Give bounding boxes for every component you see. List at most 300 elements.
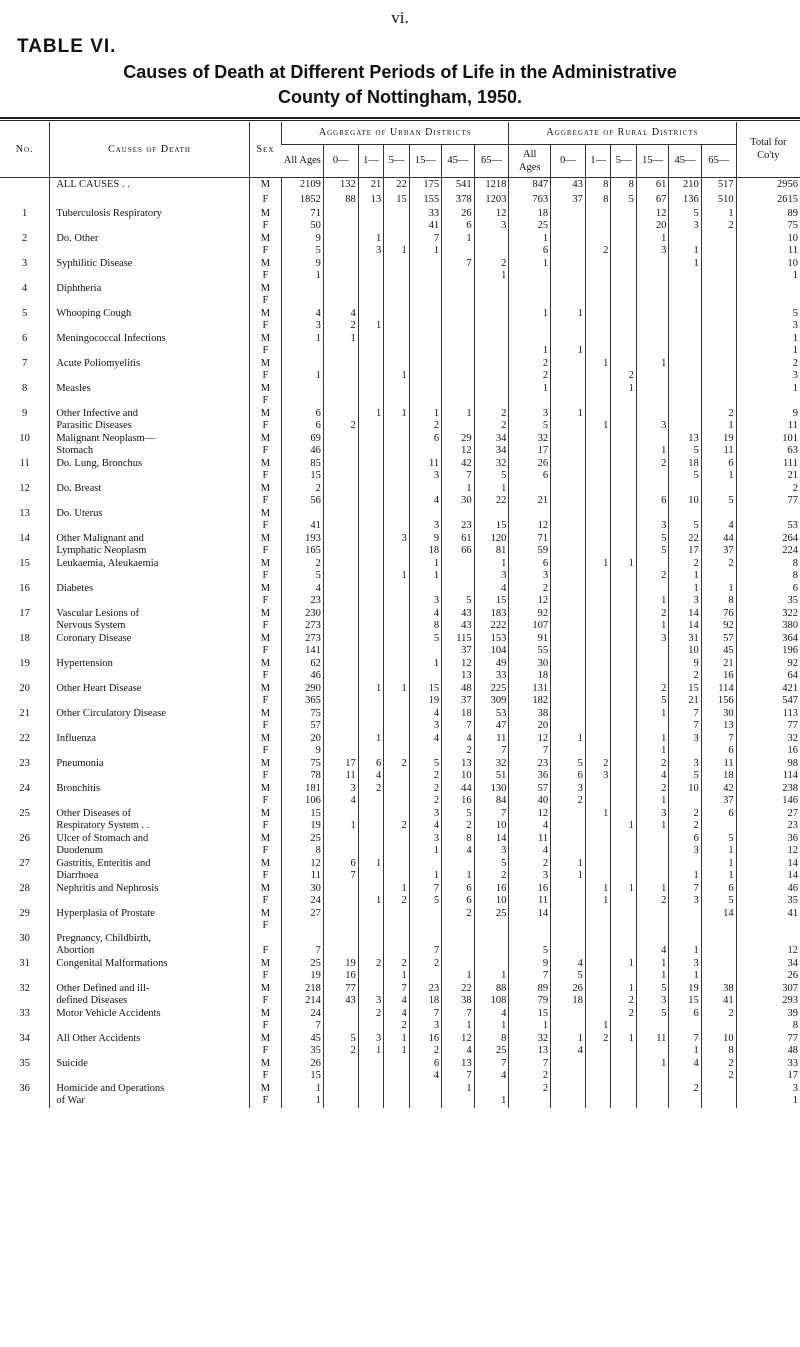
rural-cell: 11 bbox=[509, 895, 551, 908]
table-row bbox=[0, 193, 800, 208]
total-cell: 92 bbox=[736, 658, 800, 671]
urban-cell: 2 bbox=[409, 1045, 441, 1058]
urban-cell: 1 bbox=[384, 970, 410, 983]
row-number bbox=[0, 193, 50, 208]
urban-cell: 108 bbox=[474, 995, 509, 1008]
rural-cell: 21 bbox=[669, 695, 701, 708]
total-cell: 16 bbox=[736, 745, 800, 758]
urban-cell: 1 bbox=[442, 1020, 474, 1033]
urban-cell bbox=[358, 558, 384, 571]
urban-age-header: 0— bbox=[323, 144, 358, 177]
total-cell: 293 bbox=[736, 995, 800, 1008]
rural-cell bbox=[636, 583, 668, 596]
urban-cell: 12 bbox=[442, 658, 474, 671]
rural-cell: 12 bbox=[636, 208, 668, 221]
rural-cell bbox=[551, 658, 586, 671]
urban-cell: 2 bbox=[442, 820, 474, 833]
urban-cell bbox=[323, 658, 358, 671]
table-row bbox=[0, 1095, 800, 1108]
urban-cell: 4 bbox=[409, 708, 441, 721]
cause-name: Meningococcal Infections bbox=[50, 333, 249, 346]
urban-cell bbox=[384, 720, 410, 733]
urban-cell bbox=[409, 645, 441, 658]
table-row bbox=[0, 383, 800, 396]
total-cell: 146 bbox=[736, 795, 800, 808]
rural-cell: 1 bbox=[636, 970, 668, 983]
rural-cell bbox=[585, 945, 611, 958]
rural-cell bbox=[611, 1045, 637, 1058]
rural-cell bbox=[585, 433, 611, 446]
rural-cell: 9 bbox=[509, 958, 551, 971]
row-number: 30 bbox=[19, 932, 30, 944]
table-row bbox=[0, 270, 800, 283]
rural-cell bbox=[701, 570, 736, 583]
rural-cell: 5 bbox=[669, 208, 701, 221]
urban-cell: 33 bbox=[474, 670, 509, 683]
rural-cell: 1 bbox=[636, 708, 668, 721]
rural-cell bbox=[669, 233, 701, 246]
page-number: vi. bbox=[391, 8, 409, 27]
urban-cell: 2 bbox=[474, 408, 509, 421]
urban-cell: 9 bbox=[282, 745, 324, 758]
urban-cell bbox=[384, 508, 410, 521]
rural-cell bbox=[585, 845, 611, 858]
rural-cell bbox=[636, 1045, 668, 1058]
urban-cell: 75 bbox=[282, 758, 324, 771]
rural-cell bbox=[585, 708, 611, 721]
rural-cell: 10 bbox=[669, 645, 701, 658]
row-number bbox=[0, 295, 50, 308]
rural-cell: 61 bbox=[636, 177, 668, 193]
rural-cell: 3 bbox=[669, 958, 701, 971]
rural-cell bbox=[509, 270, 551, 283]
cause-name bbox=[50, 770, 249, 783]
table-row bbox=[0, 858, 800, 871]
total-cell bbox=[736, 508, 800, 521]
rural-cell bbox=[585, 383, 611, 396]
rural-cell bbox=[585, 833, 611, 846]
row-number: 31 bbox=[19, 957, 30, 969]
urban-cell bbox=[323, 395, 358, 408]
urban-cell bbox=[409, 745, 441, 758]
rural-cell bbox=[585, 458, 611, 471]
rural-cell: 2 bbox=[669, 820, 701, 833]
cause-name: Other Infective and bbox=[50, 408, 249, 421]
rural-cell bbox=[551, 295, 586, 308]
rural-cell bbox=[701, 958, 736, 971]
row-number: 11 bbox=[19, 457, 30, 469]
rural-cell bbox=[611, 245, 637, 258]
rural-cell: 2 bbox=[701, 1008, 736, 1021]
urban-cell bbox=[358, 695, 384, 708]
urban-cell bbox=[474, 945, 509, 958]
urban-cell: 9 bbox=[282, 258, 324, 271]
rural-cell bbox=[551, 333, 586, 346]
urban-cell: 541 bbox=[442, 177, 474, 193]
rural-cell bbox=[551, 383, 586, 396]
rural-cell: 91 bbox=[509, 633, 551, 646]
urban-cell: 34 bbox=[474, 445, 509, 458]
rural-cell bbox=[551, 833, 586, 846]
urban-cell: 1 bbox=[474, 558, 509, 571]
urban-cell: 290 bbox=[282, 683, 324, 696]
rural-cell: 1 bbox=[701, 845, 736, 858]
rural-cell: 5 bbox=[669, 770, 701, 783]
urban-cell: 3 bbox=[358, 245, 384, 258]
rural-cell bbox=[669, 933, 701, 946]
rural-cell bbox=[585, 370, 611, 383]
rural-cell: 12 bbox=[509, 595, 551, 608]
urban-cell: 2 bbox=[409, 783, 441, 796]
rural-cell bbox=[611, 220, 637, 233]
urban-cell: 3 bbox=[409, 808, 441, 821]
rural-cell: 3 bbox=[585, 770, 611, 783]
rural-cell bbox=[551, 645, 586, 658]
rural-cell bbox=[611, 420, 637, 433]
urban-cell bbox=[442, 945, 474, 958]
rural-cell: 11 bbox=[636, 1033, 668, 1046]
rural-cell: 1 bbox=[636, 883, 668, 896]
rural-cell: 3 bbox=[669, 895, 701, 908]
rural-cell bbox=[611, 395, 637, 408]
rural-cell bbox=[551, 1058, 586, 1071]
urban-cell: 2109 bbox=[282, 177, 324, 193]
rural-cell bbox=[585, 508, 611, 521]
rural-cell bbox=[585, 258, 611, 271]
sex-cell: F bbox=[249, 220, 281, 233]
sex-cell: M bbox=[249, 658, 281, 671]
rural-cell bbox=[551, 395, 586, 408]
urban-cell: 1 bbox=[358, 233, 384, 246]
urban-cell: 1 bbox=[384, 883, 410, 896]
rural-cell bbox=[585, 445, 611, 458]
rural-cell bbox=[611, 770, 637, 783]
urban-cell bbox=[323, 508, 358, 521]
rural-cell bbox=[551, 208, 586, 221]
urban-cell bbox=[323, 270, 358, 283]
rural-cell bbox=[509, 933, 551, 946]
sex-cell: F bbox=[249, 745, 281, 758]
sex-cell: M bbox=[249, 1058, 281, 1071]
rural-cell bbox=[611, 320, 637, 333]
header-rural-group: Aggregate of Rural Districts bbox=[509, 122, 736, 144]
total-cell: 11 bbox=[736, 245, 800, 258]
rural-cell bbox=[611, 458, 637, 471]
total-cell: 6 bbox=[736, 583, 800, 596]
rural-cell bbox=[551, 745, 586, 758]
rural-cell: 18 bbox=[509, 670, 551, 683]
rural-cell: 6 bbox=[701, 458, 736, 471]
urban-cell: 106 bbox=[282, 795, 324, 808]
rural-cell bbox=[701, 358, 736, 371]
urban-cell bbox=[384, 783, 410, 796]
table-row bbox=[0, 220, 800, 233]
rural-cell: 8 bbox=[585, 193, 611, 208]
rural-cell bbox=[509, 1095, 551, 1108]
urban-cell: 88 bbox=[323, 193, 358, 208]
row-number: 32 bbox=[19, 982, 30, 994]
urban-cell bbox=[358, 808, 384, 821]
cause-name: Other Defined and ill- bbox=[50, 983, 249, 996]
rural-cell bbox=[701, 483, 736, 496]
urban-cell: 6 bbox=[323, 858, 358, 871]
rural-cell: 3 bbox=[636, 420, 668, 433]
cause-name bbox=[50, 345, 249, 358]
rural-cell bbox=[551, 508, 586, 521]
table-row bbox=[0, 1083, 800, 1096]
rural-cell bbox=[701, 283, 736, 296]
urban-cell: 61 bbox=[442, 533, 474, 546]
urban-cell: 7 bbox=[442, 1070, 474, 1083]
total-cell: 48 bbox=[736, 1045, 800, 1058]
cause-name bbox=[50, 670, 249, 683]
urban-cell: 32 bbox=[474, 458, 509, 471]
urban-cell bbox=[409, 933, 441, 946]
rural-cell: 1 bbox=[585, 420, 611, 433]
rural-cell: 1 bbox=[611, 958, 637, 971]
cause-name bbox=[50, 745, 249, 758]
rural-cell bbox=[669, 270, 701, 283]
cause-name: Other Malignant and bbox=[50, 533, 249, 546]
urban-cell: 3 bbox=[358, 1033, 384, 1046]
table-row bbox=[0, 483, 800, 496]
rural-cell bbox=[701, 820, 736, 833]
rural-cell: 2 bbox=[509, 1083, 551, 1096]
urban-cell bbox=[358, 570, 384, 583]
rural-cell bbox=[611, 833, 637, 846]
urban-cell bbox=[358, 608, 384, 621]
urban-cell: 3 bbox=[323, 783, 358, 796]
urban-cell: 7 bbox=[409, 945, 441, 958]
urban-cell bbox=[323, 483, 358, 496]
urban-cell bbox=[384, 295, 410, 308]
rural-cell bbox=[636, 433, 668, 446]
table-row bbox=[0, 545, 800, 558]
urban-cell: 19 bbox=[409, 695, 441, 708]
table-row bbox=[0, 177, 800, 193]
urban-cell: 8 bbox=[474, 1033, 509, 1046]
urban-cell bbox=[474, 245, 509, 258]
rural-cell bbox=[636, 320, 668, 333]
urban-cell: 1 bbox=[474, 270, 509, 283]
rural-cell: 23 bbox=[509, 758, 551, 771]
urban-cell bbox=[323, 683, 358, 696]
rural-cell: 2 bbox=[611, 370, 637, 383]
rural-cell bbox=[701, 345, 736, 358]
row-number: 22 bbox=[19, 732, 30, 744]
urban-cell: 3 bbox=[409, 720, 441, 733]
urban-cell: 175 bbox=[409, 177, 441, 193]
row-number bbox=[0, 720, 50, 733]
header-causes: Causes of Death bbox=[50, 122, 249, 177]
urban-cell bbox=[358, 258, 384, 271]
urban-cell: 13 bbox=[442, 1058, 474, 1071]
urban-cell: 1 bbox=[358, 1045, 384, 1058]
urban-cell bbox=[384, 258, 410, 271]
rural-cell bbox=[551, 533, 586, 546]
rural-cell: 37 bbox=[701, 795, 736, 808]
urban-cell bbox=[474, 508, 509, 521]
table-row bbox=[0, 733, 800, 746]
urban-cell: 7 bbox=[442, 470, 474, 483]
urban-cell bbox=[384, 545, 410, 558]
urban-cell: 45 bbox=[282, 1033, 324, 1046]
rural-cell bbox=[585, 783, 611, 796]
rural-cell bbox=[669, 795, 701, 808]
rural-cell bbox=[669, 483, 701, 496]
rural-cell: 7 bbox=[509, 970, 551, 983]
urban-cell: 12 bbox=[282, 858, 324, 871]
urban-cell: 4 bbox=[282, 583, 324, 596]
urban-cell bbox=[384, 420, 410, 433]
rural-cell: 15 bbox=[669, 995, 701, 1008]
sex-cell: F bbox=[249, 370, 281, 383]
rural-cell bbox=[611, 533, 637, 546]
rural-cell bbox=[669, 370, 701, 383]
table-row bbox=[0, 495, 800, 508]
rural-cell bbox=[669, 1020, 701, 1033]
sex-cell: F bbox=[249, 570, 281, 583]
rural-cell: 1 bbox=[701, 470, 736, 483]
rural-cell bbox=[585, 595, 611, 608]
urban-cell bbox=[384, 595, 410, 608]
urban-cell: 85 bbox=[282, 458, 324, 471]
rural-cell: 1 bbox=[636, 358, 668, 371]
cause-name: defined Diseases bbox=[50, 995, 249, 1008]
sex-cell bbox=[249, 933, 281, 946]
urban-cell bbox=[358, 470, 384, 483]
urban-cell bbox=[358, 520, 384, 533]
urban-cell: 5 bbox=[474, 858, 509, 871]
rural-cell: 7 bbox=[509, 745, 551, 758]
rural-cell bbox=[611, 433, 637, 446]
rural-cell: 3 bbox=[669, 220, 701, 233]
rural-cell: 14 bbox=[509, 908, 551, 921]
rural-cell: 136 bbox=[669, 193, 701, 208]
urban-age-header: 45— bbox=[442, 144, 474, 177]
urban-cell bbox=[323, 570, 358, 583]
urban-cell bbox=[323, 1008, 358, 1021]
cause-name: Congenital Malformations bbox=[50, 958, 249, 971]
rural-cell: 4 bbox=[509, 845, 551, 858]
urban-cell bbox=[409, 383, 441, 396]
urban-cell bbox=[323, 220, 358, 233]
rural-cell: 14 bbox=[701, 908, 736, 921]
row-number bbox=[0, 345, 50, 358]
urban-cell bbox=[442, 395, 474, 408]
sex-cell: F bbox=[249, 445, 281, 458]
table-row bbox=[0, 558, 800, 571]
table-row bbox=[0, 283, 800, 296]
rural-cell bbox=[636, 408, 668, 421]
urban-cell: 7 bbox=[442, 720, 474, 733]
sex-cell: M bbox=[249, 1033, 281, 1046]
cause-name: Leukaemia, Aleukaemia bbox=[50, 558, 249, 571]
row-number: 28 bbox=[19, 882, 30, 894]
row-number: 19 bbox=[19, 657, 30, 669]
rural-cell: 2 bbox=[509, 370, 551, 383]
row-number: 24 bbox=[19, 782, 30, 794]
cause-name: Bronchitis bbox=[50, 783, 249, 796]
table-row bbox=[0, 508, 800, 521]
rural-cell bbox=[551, 1020, 586, 1033]
urban-cell: 66 bbox=[442, 545, 474, 558]
title-line-1: Causes of Death at Different Periods of Life in the Administrative bbox=[123, 62, 677, 82]
rural-cell bbox=[585, 958, 611, 971]
urban-cell: 11 bbox=[282, 870, 324, 883]
urban-cell: 7 bbox=[474, 808, 509, 821]
sex-cell: M bbox=[249, 758, 281, 771]
rural-cell bbox=[701, 508, 736, 521]
rural-cell bbox=[585, 645, 611, 658]
cause-name: Acute Poliomyelitis bbox=[50, 358, 249, 371]
rural-cell: 3 bbox=[509, 570, 551, 583]
rural-cell bbox=[551, 520, 586, 533]
rural-cell bbox=[636, 645, 668, 658]
total-cell: 39 bbox=[736, 1008, 800, 1021]
urban-cell bbox=[358, 333, 384, 346]
rural-cell bbox=[551, 945, 586, 958]
urban-cell: 53 bbox=[474, 708, 509, 721]
rural-cell bbox=[701, 295, 736, 308]
urban-cell bbox=[358, 945, 384, 958]
urban-cell bbox=[409, 508, 441, 521]
rural-cell bbox=[611, 1070, 637, 1083]
rural-cell bbox=[509, 295, 551, 308]
urban-cell bbox=[358, 295, 384, 308]
rural-cell: 1 bbox=[611, 383, 637, 396]
sex-cell: M bbox=[249, 408, 281, 421]
rural-cell: 1 bbox=[669, 258, 701, 271]
urban-cell bbox=[323, 708, 358, 721]
rural-cell: 1 bbox=[636, 795, 668, 808]
rural-cell bbox=[585, 208, 611, 221]
row-number: 5 bbox=[22, 307, 28, 319]
urban-cell bbox=[282, 383, 324, 396]
urban-cell bbox=[409, 1083, 441, 1096]
urban-cell: 88 bbox=[474, 983, 509, 996]
total-cell: 77 bbox=[736, 1033, 800, 1046]
sex-cell: F bbox=[249, 895, 281, 908]
rural-cell: 1 bbox=[669, 583, 701, 596]
rural-cell: 21 bbox=[701, 658, 736, 671]
total-cell: 421 bbox=[736, 683, 800, 696]
urban-cell: 46 bbox=[282, 670, 324, 683]
rural-cell bbox=[611, 1095, 637, 1108]
rural-cell bbox=[585, 570, 611, 583]
cause-name bbox=[50, 1045, 249, 1058]
sex-cell: M bbox=[249, 808, 281, 821]
sex-cell: M bbox=[249, 533, 281, 546]
rural-cell bbox=[636, 658, 668, 671]
row-number bbox=[0, 1020, 50, 1033]
row-number: 14 bbox=[19, 532, 30, 544]
rural-cell: 8 bbox=[701, 595, 736, 608]
rural-cell: 38 bbox=[509, 708, 551, 721]
rural-cell bbox=[551, 283, 586, 296]
rural-cell bbox=[611, 1083, 637, 1096]
total-cell: 1 bbox=[736, 383, 800, 396]
rural-cell: 71 bbox=[509, 533, 551, 546]
table-row bbox=[0, 420, 800, 433]
urban-cell: 6 bbox=[442, 895, 474, 908]
urban-cell bbox=[358, 820, 384, 833]
rural-cell: 8 bbox=[611, 177, 637, 193]
rural-cell bbox=[585, 658, 611, 671]
rural-cell: 1 bbox=[551, 1033, 586, 1046]
rural-cell: 1 bbox=[701, 858, 736, 871]
urban-cell bbox=[384, 795, 410, 808]
